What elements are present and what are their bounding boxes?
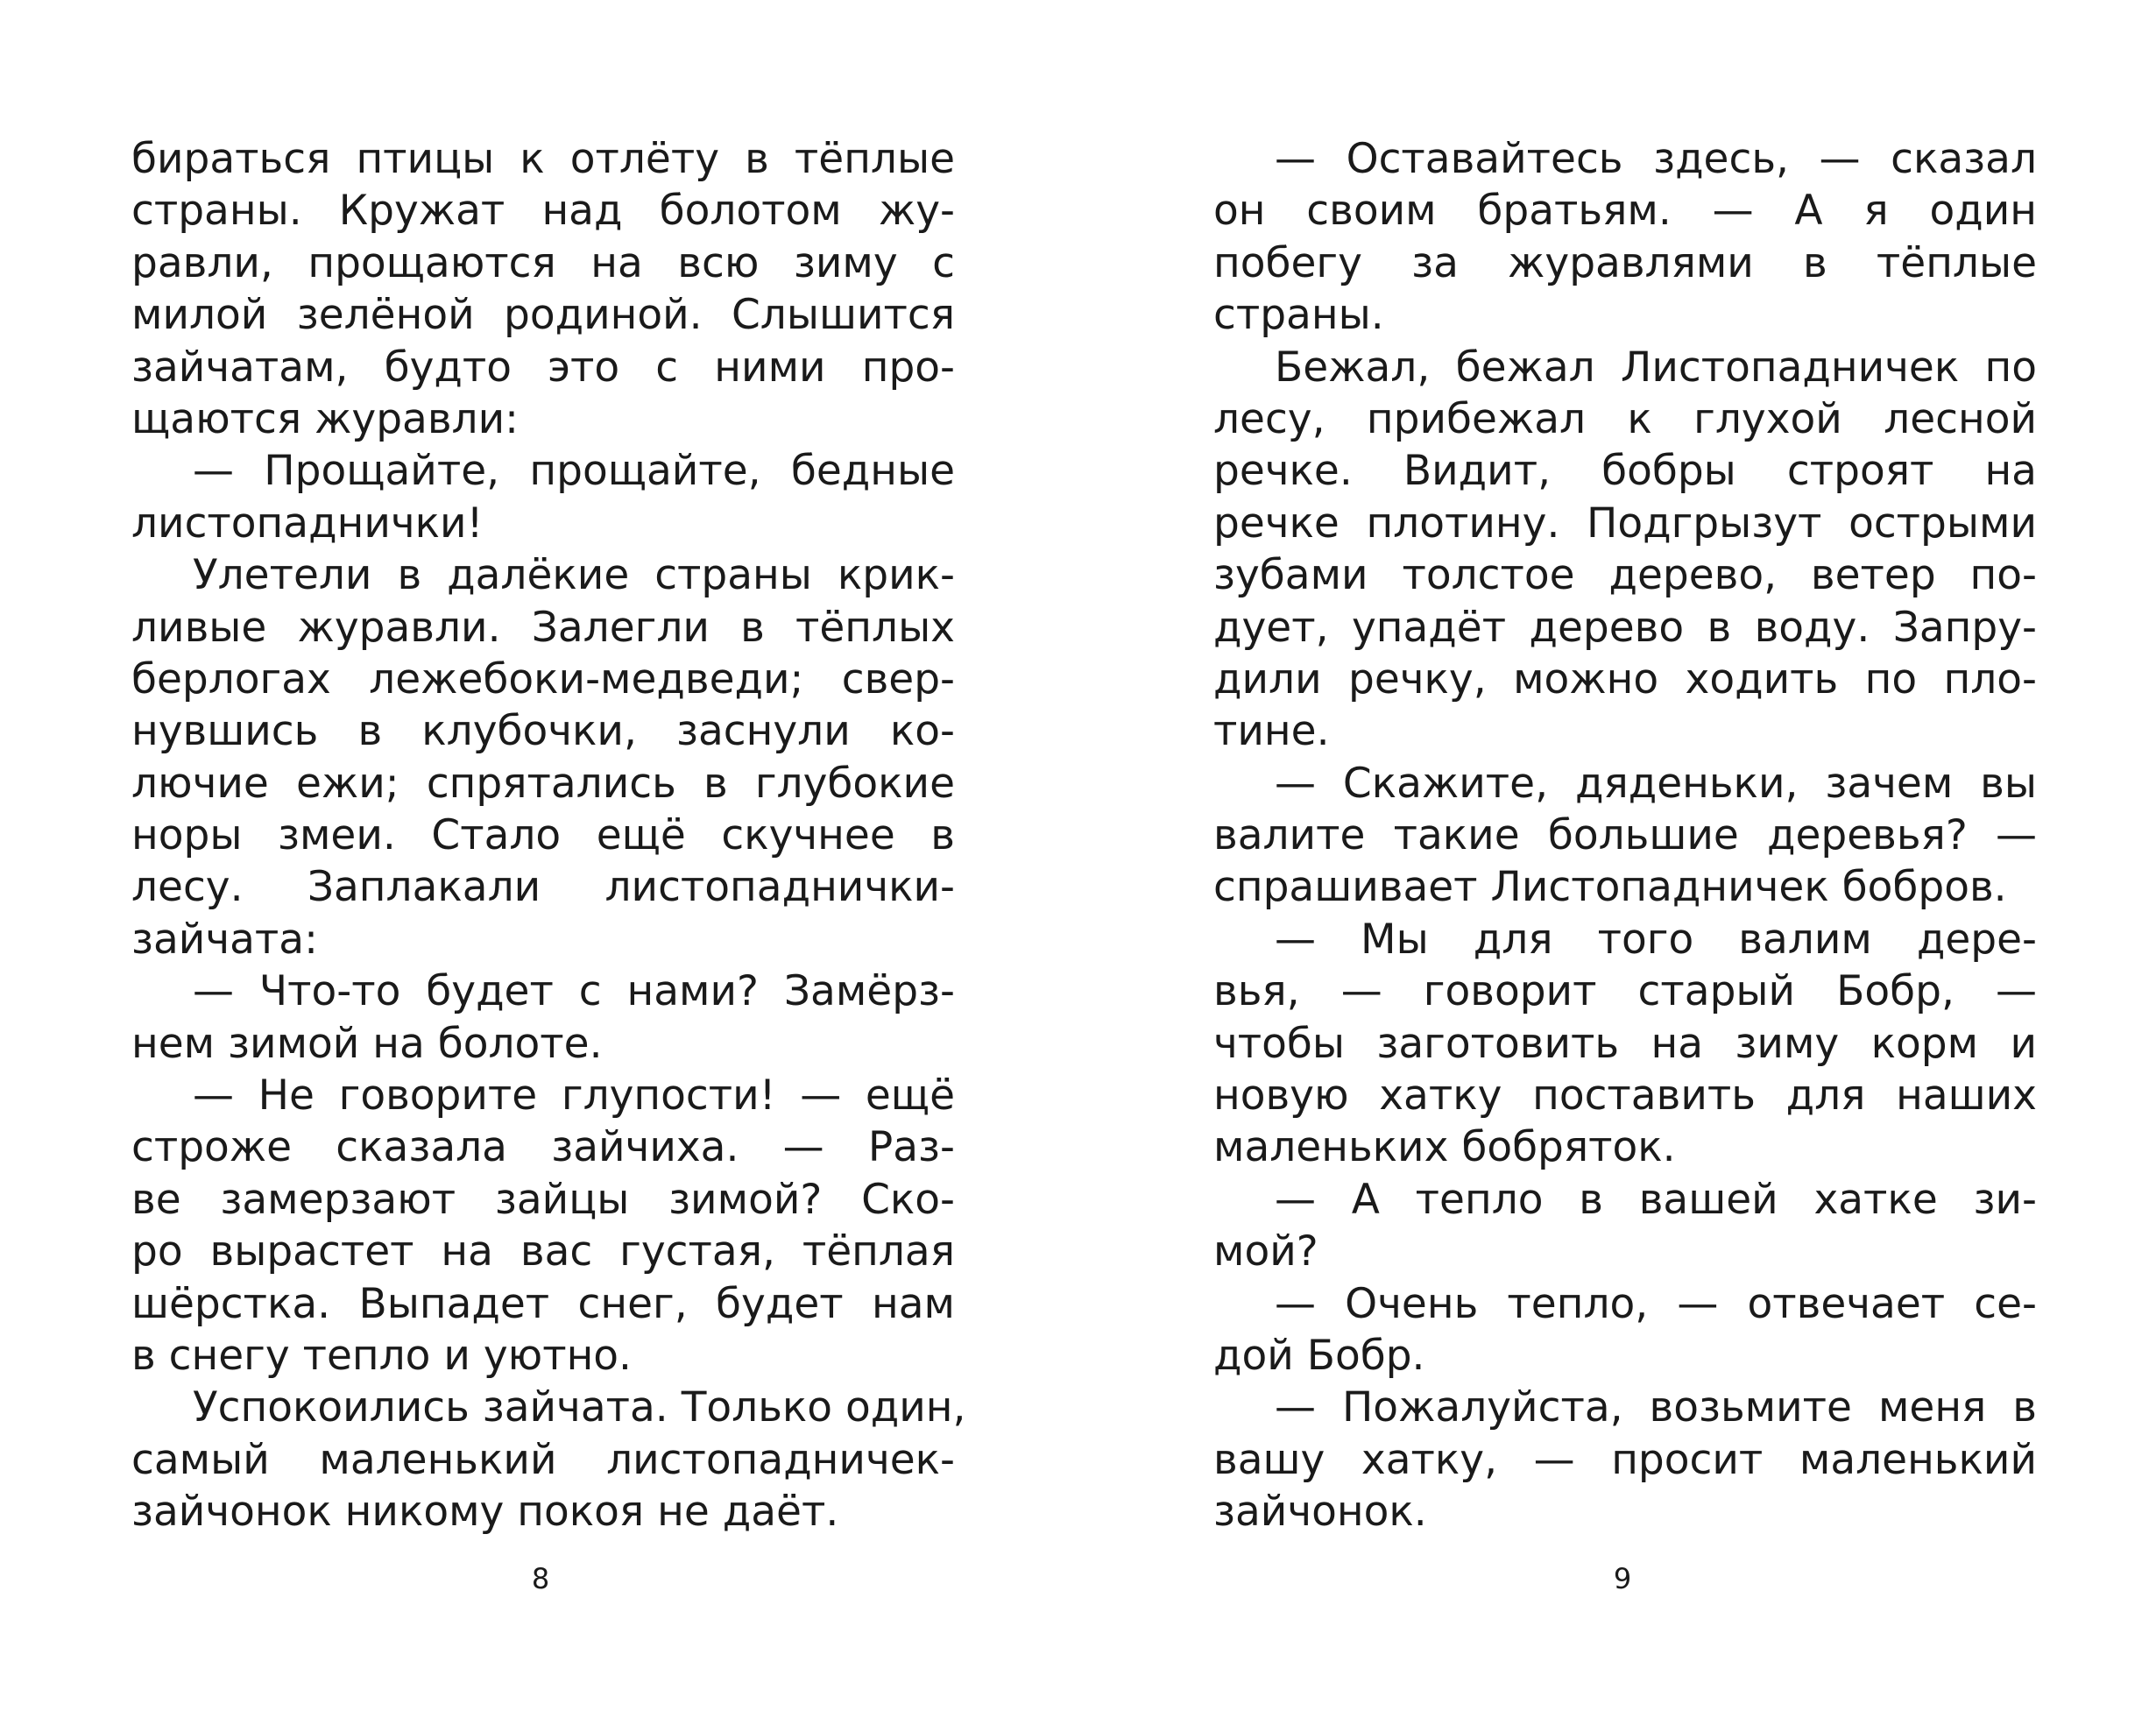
left-page: [131, 133, 966, 1538]
text-line: валите такие большие деревья? —: [1213, 811, 2037, 860]
text-line: спрашивает Листопадничек бобров.: [1213, 863, 2007, 912]
right-page: [1213, 133, 2037, 1538]
text-line: ливые журавли. Залегли в тёплых: [131, 603, 955, 652]
text-line: ве замерзают зайцы зимой? Ско-: [131, 1175, 955, 1224]
text-line: дили речку, можно ходить по пло-: [1213, 654, 2037, 703]
text-line: мой?: [1213, 1227, 1318, 1276]
text-line: берлогах лежебоки-медведи; свер-: [131, 654, 955, 703]
text-line: — Очень тепло, — отвечает се-: [1275, 1279, 2037, 1328]
text-line: нувшись в клубочки, заснули ко-: [131, 707, 955, 756]
text-line: листопаднички!: [131, 498, 484, 548]
text-line: нем зимой на болоте.: [131, 1019, 603, 1068]
text-line: он своим братьям. — А я один: [1213, 187, 2037, 236]
text-line: зайчонок никому покоя не даёт.: [131, 1488, 839, 1537]
text-line: вья, — говорит старый Бобр, —: [1213, 967, 2037, 1016]
text-line: в снегу тепло и уютно.: [131, 1331, 632, 1380]
text-line: шёрстка. Выпадет снег, будет нам: [131, 1279, 955, 1328]
text-line: Бежал, бежал Листопадничек по: [1275, 343, 2037, 392]
text-line: — Скажите, дяденьки, зачем вы: [1275, 759, 2037, 808]
text-line: побегу за журавлями в тёплые: [1213, 238, 2037, 287]
text-line: щаются журавли:: [131, 394, 519, 443]
text-line: зайчонок.: [1213, 1488, 1427, 1537]
text-line: самый маленький листопадничек-: [131, 1435, 955, 1484]
text-line: — Мы для того валим дере-: [1275, 915, 2037, 964]
text-line: лесу, прибежал к глухой лесной: [1213, 394, 2037, 443]
text-line: — Что-то будет с нами? Замёрз-: [193, 967, 955, 1016]
text-line: бираться птицы к отлёту в тёплые: [131, 135, 955, 183]
text-line: — Не говорите глупости! — ещё: [193, 1071, 955, 1121]
text-line: зайчатам, будто это с ними про-: [131, 343, 955, 392]
text-line: — Пожалуйста, возьмите меня в: [1275, 1383, 2037, 1432]
page-number-right: 9: [1613, 1562, 1632, 1595]
text-line: — Прощайте, прощайте, бедные: [193, 447, 955, 496]
text-line: строже сказала зайчиха. — Раз-: [131, 1123, 955, 1172]
text-line: новую хатку поставить для наших: [1213, 1071, 2037, 1121]
text-line: вашу хатку, — просит маленький: [1213, 1435, 2037, 1484]
text-line: Улетели в далёкие страны крик-: [193, 551, 955, 600]
text-line: чтобы заготовить на зиму корм и: [1213, 1019, 2037, 1068]
text-line: зубами толстое дерево, ветер по-: [1213, 551, 2037, 600]
text-line: лючие ежи; спрятались в глубокие: [131, 759, 955, 808]
page-number-left: 8: [531, 1562, 550, 1595]
text-line: ро вырастет на вас густая, тёплая: [131, 1227, 955, 1276]
text-line: маленьких бобряток.: [1213, 1123, 1676, 1172]
text-line: — Оставайтесь здесь, — сказал: [1275, 135, 2037, 183]
text-line: лесу. Заплакали листопаднички-: [131, 863, 955, 912]
text-line: страны.: [1213, 291, 1384, 340]
text-line: страны. Кружат над болотом жу-: [131, 187, 955, 236]
text-line: — А тепло в вашей хатке зи-: [1275, 1175, 2037, 1224]
text-line: дой Бобр.: [1213, 1331, 1425, 1380]
text-line: Успокоились зайчата. Только один,: [193, 1383, 966, 1432]
text-line: равли, прощаются на всю зиму с: [131, 238, 955, 287]
text-line: тине.: [1213, 707, 1330, 756]
text-line: дует, упадёт дерево в воду. Запру-: [1213, 603, 2037, 652]
text-line: речке плотину. Подгрызут острыми: [1213, 498, 2037, 548]
text-line: норы змеи. Стало ещё скучнее в: [131, 811, 955, 860]
text-line: милой зелёной родиной. Слышится: [131, 291, 955, 340]
text-line: речке. Видит, бобры строят на: [1213, 447, 2037, 496]
text-line: зайчата:: [131, 915, 318, 964]
